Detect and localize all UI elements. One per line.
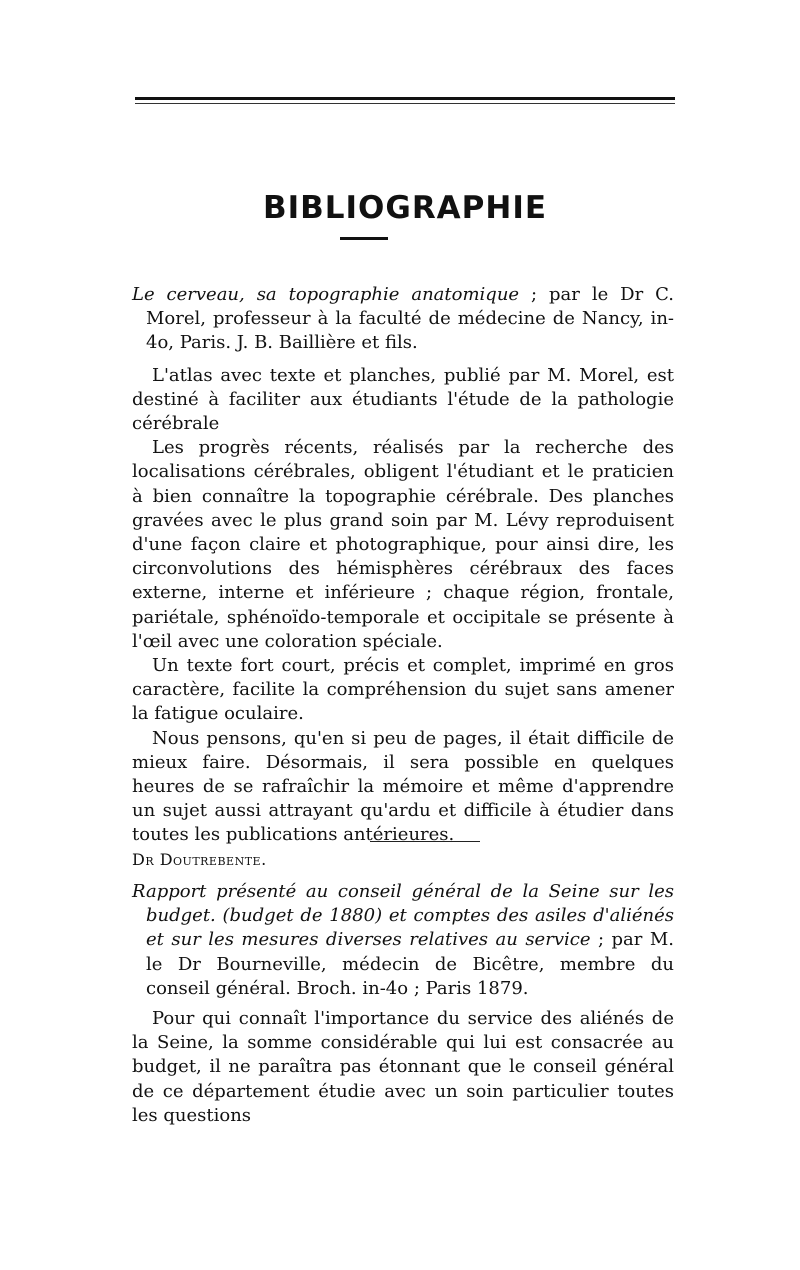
entry-reference [132,283,674,356]
entry-reference [132,880,674,1001]
paragraph: Nous pensons, qu'en si peu de pages, il était difficile de mieux faire. Désormais, il sera possible en quelques heures de se rafraîchir la mémoire et même d'apprendre un sujet aussi attrayant qu'ardu et difficile à étudier dans toutes les publications antérieures. [132,727,674,846]
signature: Dr Doutrebente. [132,849,267,869]
top-rule-thin [135,103,675,104]
work-citation: ; par M. le Dr Bourneville, médecin de Bicêtre, membre du conseil général. Broch. in-4o ; Paris 1879. [146,929,674,999]
section-title: BIBLIOGRAPHIE [262,190,548,226]
top-rule-thick [135,97,675,100]
work-citation: ; par le Dr C. Morel, professeur à la faculté de médecine de Nancy, in-4o, Paris. J. B. Baillière et fils. [146,284,674,354]
paragraph: Un texte fort court, précis et complet, imprimé en gros caractère, facilite la compréhension du sujet sans amener la fatigue oculaire. [132,655,674,725]
entry-separator [370,841,480,842]
bibliography-entry-2 [132,880,674,1128]
paragraph: Les progrès récents, réalisés par la recherche des localisations cérébrales, obligent l'étudiant et le praticien à bien connaître la topographie cérébrale. Des planches gravées avec le plus grand soin par M. Lévy reproduisent d'une façon claire et photographique, pour ainsi dire, les circonvolutions des hémisphères cérébraux des faces externe, interne et inférieure ; chaque région, frontale, pariétale, sphénoïdo-temporale et occipitale se présente à l'œil avec une coloration spéciale. [132,437,674,652]
work-title: Le cerveau, sa topographie anatomique [132,284,520,305]
work-title: Rapport présenté au conseil général de la Seine sur les budget. (budget de 1880) et comptes des asiles d'aliénés et sur les mesures diverses relatives au service [132,881,674,951]
bibliography-entry-1 [132,283,674,872]
title-ornament-dash [340,237,388,240]
paragraph: Pour qui connaît l'importance du service des aliénés de la Seine, la somme considérable qui lui est consacrée au budget, il ne paraîtra pas étonnant que le conseil général de ce département étudie avec un soin particulier toutes les questions [132,1008,674,1126]
paragraph: L'atlas avec texte et planches, publié par M. Morel, est destiné à faciliter aux étudiants l'étude de la pathologie cérébrale [132,364,674,435]
